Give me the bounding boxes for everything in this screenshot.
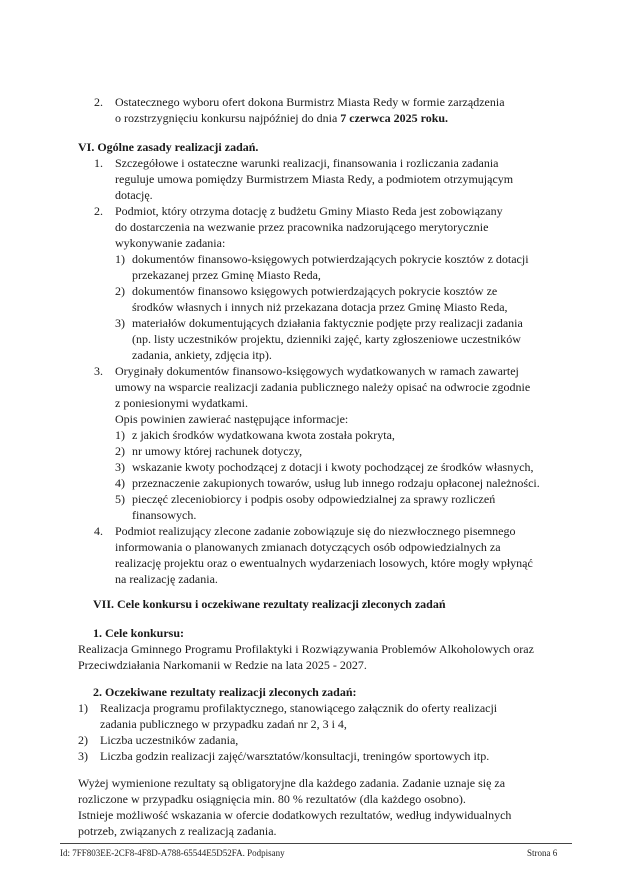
list-item-line: umowy na wsparcie realizacji zadania publicznego należy opisać na odwrocie zgodnie — [115, 380, 531, 394]
intro-item-number: 2. — [94, 95, 103, 109]
paragraph-line: Wyżej wymienione rezultaty są obligatoryjne dla każdego zadania. Zadanie uznaje się za — [78, 776, 506, 790]
list-item-line: Liczba uczestników zadania, — [100, 733, 239, 747]
list-number: 2) — [78, 733, 88, 747]
sub-list-line: pieczęć zleceniobiorcy i podpis osoby odpowiedzialnej za sprawy rozliczeń — [132, 492, 496, 506]
list-number: 3. — [94, 364, 103, 378]
sub-list-line: nr umowy której rachunek dotyczy, — [132, 444, 303, 458]
sub-list-line: dokumentów finansowo-księgowych potwierdzających pokrycie kosztów z dotacji — [132, 252, 529, 266]
footer-divider — [60, 843, 572, 844]
list-number: 1. — [94, 156, 103, 170]
paragraph-line: rozliczone w przypadku osiągnięcia min. 80 % rezultatów (dla każdego osobno). — [78, 792, 466, 806]
paragraph-line: potrzeb, związanych z realizacją zadania. — [78, 824, 277, 838]
sub-list-number: 2) — [115, 444, 125, 458]
paragraph-line: Realizacja Gminnego Programu Profilaktyki i Rozwiązywania Problemów Alkoholowych oraz — [78, 642, 534, 656]
sub-list-line: z jakich środków wydatkowana kwota została pokryta, — [132, 428, 395, 442]
list-item-line: Opis powinien zawierać następujące informacje: — [115, 412, 349, 426]
list-item-line: Oryginały dokumentów finansowo-księgowych wydatkowanych w ramach zawartej — [115, 364, 519, 378]
list-item-line: reguluje umowa pomiędzy Burmistrzem Miasta Redy, a podmiotem otrzymującym — [115, 172, 514, 186]
subsection-heading: 2. Oczekiwane rezultaty realizacji zleconych zadań: — [93, 685, 357, 699]
sub-list-number: 5) — [115, 492, 125, 506]
sub-list-line: środków własnych i innych niż przekazana dotacja przez Gminę Miasto Reda, — [132, 300, 508, 314]
list-item-line: zadania publicznego w przypadku zadań nr 2, 3 i 4, — [100, 717, 347, 731]
sub-list-line: przeznaczenie zakupionych towarów, usług lub innego rodzaju opłaconej należności. — [132, 476, 540, 490]
sub-list-number: 3) — [115, 460, 125, 474]
list-item-line: Szczegółowe i ostateczne warunki realizacji, finansowania i rozliczania zadania — [115, 156, 499, 170]
sub-list-line: przekazanej przez Gminę Miasto Reda, — [132, 268, 321, 282]
subsection-heading: 1. Cele konkursu: — [93, 626, 185, 640]
list-item-line: realizację projektu oraz o ewentualnych wydarzeniach losowych, które mogły wpłynąć — [115, 556, 533, 570]
list-item-line: Realizacja programu profilaktycznego, stanowiącego załącznik do oferty realizacji — [100, 701, 498, 715]
sub-list-line: materiałów dokumentujących działania faktycznie podjęte przy realizacji zadania — [132, 316, 523, 330]
sub-list-number: 4) — [115, 476, 125, 490]
list-item-line: wykonywanie zadania: — [115, 236, 226, 250]
paragraph-line: Istnieje możliwość wskazania w ofercie dodatkowych rezultatów, według indywidualnych — [78, 808, 512, 822]
list-item-line: z poniesionymi wydatkami. — [115, 396, 248, 410]
list-number: 3) — [78, 749, 88, 763]
section-heading: VI. Ogólne zasady realizacji zadań. — [78, 140, 259, 154]
section-heading: VII. Cele konkursu i oczekiwane rezultaty realizacji zleconych zadań — [93, 597, 446, 611]
list-item-line: Podmiot realizujący zlecone zadanie zobowiązuje się do niezwłocznego pisemnego — [115, 524, 516, 538]
sub-list-line: dokumentów finansowo księgowych potwierdzających pokrycie kosztów ze — [132, 284, 498, 298]
sub-list-number: 1) — [115, 428, 125, 442]
sub-list-number: 3) — [115, 316, 125, 330]
list-item-line: do dostarczenia na wezwanie przez pracownika nadzorującego merytorycznie — [115, 220, 489, 234]
sub-list-line: zadania, ankiety, zdjęcia itp). — [132, 348, 272, 362]
document-id: Id: 7FF803EE-2CF8-4F8D-A788-65544E5D52FA. Podpisany — [60, 848, 285, 858]
list-item-line: Liczba godzin realizacji zajęć/warsztatów/konsultacji, treningów sportowych itp. — [100, 749, 490, 763]
sub-list-number: 1) — [115, 252, 125, 266]
list-number: 2. — [94, 204, 103, 218]
deadline-date: 7 czerwca 2025 roku. — [340, 111, 449, 125]
paragraph-line: Przeciwdziałania Narkomanii w Redzie na lata 2025 - 2027. — [78, 658, 367, 672]
sub-list-number: 2) — [115, 284, 125, 298]
list-item-line: informowania o planowanych zmianach dotyczących osób odpowiedzialnych za — [115, 540, 501, 554]
sub-list-line: finansowych. — [132, 508, 197, 522]
page-number: Strona 6 — [527, 848, 558, 858]
intro-item-line: Ostatecznego wyboru ofert dokona Burmistrz Miasta Redy w formie zarządzenia — [115, 95, 505, 109]
list-number: 4. — [94, 524, 103, 538]
list-item-line: Podmiot, który otrzyma dotację z budżetu Gminy Miasto Reda jest zobowiązany — [115, 204, 503, 218]
list-item-line: na realizację zadania. — [115, 572, 218, 586]
sub-list-line: wskazanie kwoty pochodzącej z dotacji i kwoty pochodzącej ze środków własnych, — [132, 460, 534, 474]
intro-item-line: o rozstrzygnięciu konkursu najpóźniej do dnia 7 czerwca 2025 roku. — [115, 111, 449, 125]
list-item-line: dotację. — [115, 188, 153, 202]
sub-list-line: (np. listy uczestników projektu, dzienniki zajęć, karty zgłoszeniowe uczestników — [132, 332, 521, 346]
list-number: 1) — [78, 701, 88, 715]
